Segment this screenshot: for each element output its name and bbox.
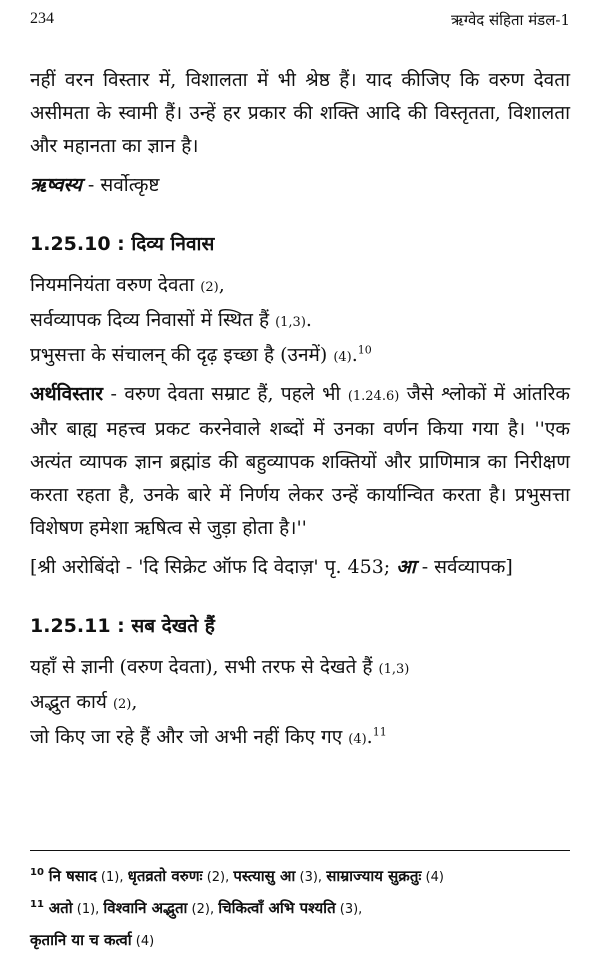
section-heading-1-25-10: 1.25.10 : दिव्य निवास [30, 233, 215, 255]
verse-line: जो किए जा रहे हैं और जो अभी नहीं किए गए (4).$^{11}$ [30, 725, 387, 748]
term-word: ऋष्वस्य [30, 174, 82, 196]
footnotes [30, 850, 570, 957]
explanation-label: अर्थविस्तार [30, 383, 104, 405]
explanation-paragraph: अर्थविस्तार - वरुण देवता सम्राट हैं, पहले भी (1.24.6) जैसे श्लोकों में आंतरिक और बाह्य महत्त्व प्रकट करनेवाले शब्दों में उनका वर्णन किया गया है। ''एक अत्यंत व्यापक ज्ञान ब्रह्मांड की बहुव्यापक शक्तियों और प्राणिमात्र का निरीक्षण करता रहता है, उनके बारे में निर्णय लेकर उन्हें कार्यान्वित करता है। प्रभुसत्ता विशेषण हमेशा ऋषित्व से जुड़ा होता है।'' [30, 383, 570, 539]
page-header [0, 6, 600, 36]
verse-1-25-11 [30, 651, 570, 756]
page-body [30, 64, 570, 756]
footnote-11: $^{11}$ अतो (1), विश्वानि अद्भुता (2), चिकित्वाँ अभि पश्यति (3), [30, 899, 363, 917]
verse-1-25-10 [30, 269, 570, 374]
citation: [श्री अरोबिंदो - 'दि सिक्रेट ऑफ दि वेदाज़' पृ. 453; आ - सर्वव्यापक] [30, 556, 513, 578]
page-number: 234 [30, 10, 54, 27]
footnote-marker: 11 [372, 725, 387, 739]
term-definition [30, 169, 570, 202]
footnote-10: $^{10}$ नि षसाद (1), धृतव्रतो वरुणः (2), पस्त्यासु आ (3), साम्राज्याय सुक्रतुः (4) [30, 867, 444, 885]
intro-paragraph: नहीं वरन विस्तार में, विशालता में भी श्रेष्ठ हैं। याद कीजिए कि वरुण देवता असीमता के स्वामी हैं। उन्हें हर प्रकार की शक्ति आदि की विस्तृतता, विशालता और महानता का ज्ञान है। [30, 69, 570, 157]
term-meaning: - सर्वोत्कृष्ट [81, 174, 160, 196]
verse-line: सर्वव्यापक दिव्य निवासों में स्थित हैं (1,3). [30, 309, 312, 331]
footnote-11-cont: कृतानि या च कर्त्वा (4) [30, 931, 155, 949]
footnote-marker: 10 [357, 343, 372, 357]
verse-line: नियमनियंता वरुण देवता (2), [30, 274, 225, 296]
section-heading-1-25-11: 1.25.11 : सब देखते हैं [30, 615, 215, 637]
verse-line: अद्भुत कार्य (2), [30, 691, 138, 713]
running-title: ऋग्वेद संहिता मंडल-1 [450, 11, 570, 29]
verse-line: यहाँ से ज्ञानी (वरुण देवता), सभी तरफ से देखते हैं (1,3) [30, 656, 410, 678]
verse-line: प्रभुसत्ता के संचालन् की दृढ़ इच्छा है (उनमें) (4).$^{10}$ [30, 343, 372, 366]
